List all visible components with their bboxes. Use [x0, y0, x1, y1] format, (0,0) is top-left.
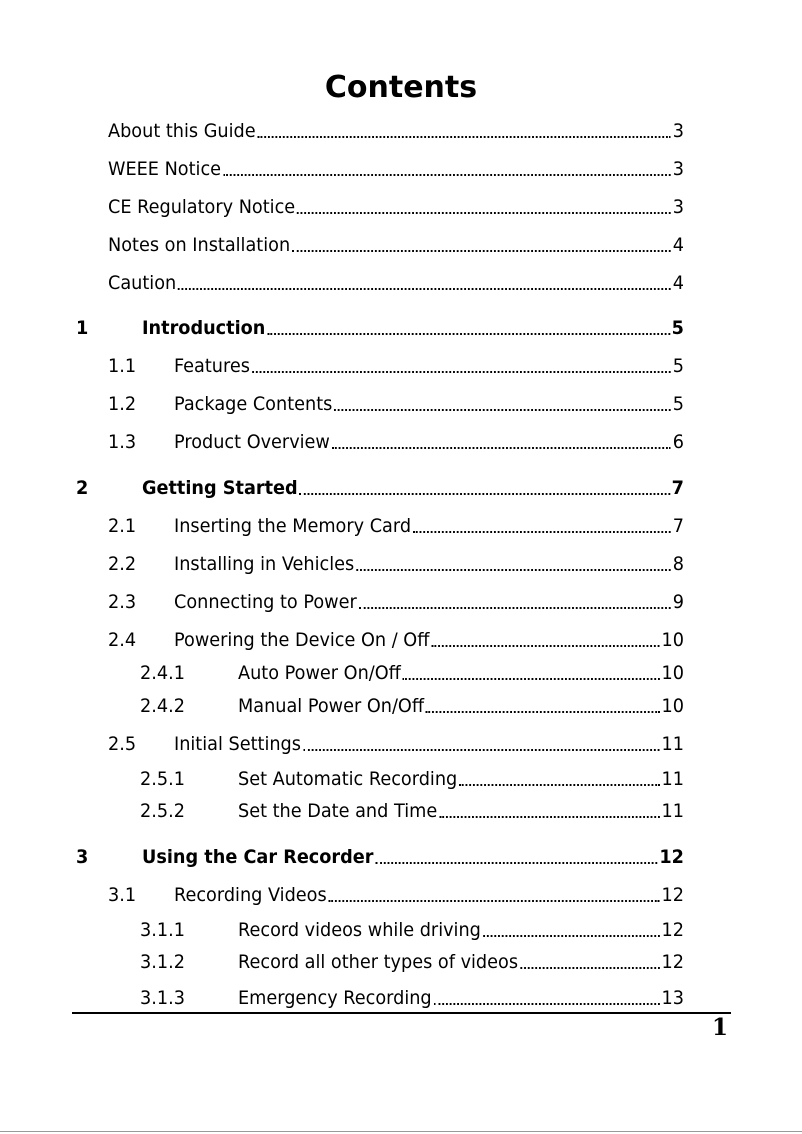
- toc-dot-leader: [434, 1003, 660, 1005]
- toc-entry[interactable]: [108, 589, 684, 615]
- toc-entry-title: Connecting to Power: [173, 591, 357, 613]
- toc-entry-title: Installing in Vehicles: [173, 553, 355, 575]
- toc-entry-title: Getting Started: [141, 477, 298, 499]
- toc-entry[interactable]: [76, 315, 684, 341]
- toc-entry-number: 2.3: [108, 591, 137, 613]
- toc-entry-page: 6: [672, 431, 684, 453]
- toc-entry-number: 3.1.3: [140, 987, 185, 1009]
- toc-entry-page: 3: [672, 120, 684, 142]
- toc-entry[interactable]: [76, 475, 684, 501]
- page-title: Contents: [324, 70, 478, 105]
- toc-entry-title: Inserting the Memory Card: [173, 515, 412, 537]
- toc-dot-leader: [520, 967, 660, 969]
- toc-entry-title: Recording Videos: [173, 884, 327, 906]
- toc-entry-page: 12: [661, 919, 684, 941]
- toc-dot-leader: [329, 900, 660, 902]
- toc-entry-page: 5: [672, 355, 684, 377]
- toc-entry-title: Set the Date and Time: [237, 800, 438, 822]
- toc-entry[interactable]: [108, 429, 684, 455]
- toc-entry[interactable]: [140, 660, 684, 686]
- toc-entry-page: 4: [672, 272, 684, 294]
- toc-dot-leader: [426, 711, 660, 713]
- footer-rule: [72, 1012, 731, 1014]
- toc-entry-page: 3: [672, 196, 684, 218]
- toc-entry[interactable]: [108, 194, 684, 220]
- toc-entry-page: 7: [672, 515, 684, 537]
- toc-dot-leader: [483, 935, 660, 937]
- toc-entry-number: 3.1: [108, 884, 137, 906]
- toc-entry[interactable]: [108, 627, 684, 653]
- toc-entry-number: 3.1.2: [140, 951, 185, 973]
- page-number: 1: [711, 1014, 728, 1041]
- toc-entry[interactable]: [140, 693, 684, 719]
- toc-entry[interactable]: [108, 270, 684, 296]
- toc-entry-title: CE Regulatory Notice: [108, 196, 296, 218]
- toc-entry-number: 2.5: [108, 733, 137, 755]
- toc-entry-number: 2.2: [108, 553, 137, 575]
- toc-entry[interactable]: [140, 917, 684, 943]
- toc-entry-title: Initial Settings: [173, 733, 301, 755]
- toc-entry[interactable]: [140, 798, 684, 824]
- toc-entry-number: 2.1: [108, 515, 137, 537]
- toc-entry-page: 8: [672, 553, 684, 575]
- toc-dot-leader: [332, 447, 671, 449]
- toc-entry-title: Introduction: [141, 317, 266, 339]
- toc-dot-leader: [178, 288, 671, 290]
- toc-entry-title: About this Guide: [108, 120, 256, 142]
- toc-entry-number: 1.2: [108, 393, 137, 415]
- toc-entry-title: Caution: [108, 272, 177, 294]
- toc-entry[interactable]: [140, 766, 684, 792]
- toc-entry[interactable]: [108, 513, 684, 539]
- toc-entry-title: Package Contents: [173, 393, 333, 415]
- toc-entry-page: 5: [672, 393, 684, 415]
- toc-dot-leader: [292, 250, 671, 252]
- toc-entry-title: Record videos while driving: [237, 919, 481, 941]
- toc-entry-page: 12: [661, 884, 684, 906]
- toc-entry-number: 2.5.1: [140, 768, 185, 790]
- toc-entry-page: 12: [659, 846, 684, 868]
- toc-entry-number: 1: [76, 317, 89, 339]
- toc-entry-title: Using the Car Recorder: [141, 846, 374, 868]
- toc-dot-leader: [403, 678, 660, 680]
- toc-entry[interactable]: [108, 882, 684, 908]
- toc-entry-title: Auto Power On/Off: [237, 662, 401, 684]
- toc-entry[interactable]: [108, 232, 684, 258]
- toc-dot-leader: [267, 333, 670, 335]
- toc-entry-title: Set Automatic Recording: [237, 768, 458, 790]
- toc-entry-page: 5: [671, 317, 684, 339]
- toc-entry-page: 11: [661, 768, 684, 790]
- toc-entry[interactable]: [108, 118, 684, 144]
- toc-entry-number: 2.4.2: [140, 695, 185, 717]
- toc-entry-page: 11: [661, 800, 684, 822]
- toc-entry-title: Notes on Installation: [108, 234, 291, 256]
- toc-entry-title: Powering the Device On / Off: [173, 629, 430, 651]
- toc-entry-page: 3: [672, 158, 684, 180]
- toc-dot-leader: [297, 212, 671, 214]
- toc-entry-title: Record all other types of videos: [237, 951, 519, 973]
- toc-dot-leader: [334, 409, 671, 411]
- toc-dot-leader: [303, 749, 660, 751]
- toc-entry-number: 3: [76, 846, 89, 868]
- toc-entry-number: 2.4: [108, 629, 137, 651]
- toc-entry[interactable]: [108, 551, 684, 577]
- toc-entry[interactable]: [108, 353, 684, 379]
- toc-entry-number: 3.1.1: [140, 919, 185, 941]
- toc-entry-title: WEEE Notice: [108, 158, 222, 180]
- toc-entry[interactable]: [76, 844, 684, 870]
- toc-entry[interactable]: [140, 949, 684, 975]
- toc-entry-number: 2.5.2: [140, 800, 185, 822]
- toc-entry-number: 2: [76, 477, 89, 499]
- toc-entry-number: 2.4.1: [140, 662, 185, 684]
- toc-entry-title: Product Overview: [173, 431, 330, 453]
- toc-entry-page: 7: [671, 477, 684, 499]
- page-edge-line: [0, 1131, 802, 1132]
- toc-dot-leader: [359, 607, 671, 609]
- toc-entry-title: Features: [173, 355, 250, 377]
- toc-entry-page: 13: [661, 987, 684, 1009]
- toc-dot-leader: [375, 862, 657, 864]
- toc-dot-leader: [459, 784, 660, 786]
- toc-entry[interactable]: [140, 985, 684, 1011]
- toc-dot-leader: [257, 136, 670, 138]
- toc-entry[interactable]: [108, 156, 684, 182]
- toc-dot-leader: [439, 816, 660, 818]
- toc-entry-page: 11: [661, 733, 684, 755]
- toc-entry-title: Emergency Recording: [237, 987, 432, 1009]
- toc-entry-number: 1.3: [108, 431, 137, 453]
- toc-entry-page: 10: [661, 662, 684, 684]
- toc-dot-leader: [252, 371, 671, 373]
- toc-dot-leader: [223, 174, 671, 176]
- toc-entry-page: 4: [672, 234, 684, 256]
- toc-entry-page: 9: [672, 591, 684, 613]
- toc-entry-page: 12: [661, 951, 684, 973]
- toc-entry-title: Manual Power On/Off: [237, 695, 425, 717]
- toc-dot-leader: [431, 645, 659, 647]
- toc-entry-page: 10: [661, 695, 684, 717]
- toc-dot-leader: [413, 531, 671, 533]
- toc-dot-leader: [356, 569, 671, 571]
- toc-entry[interactable]: [108, 391, 684, 417]
- toc-entry-number: 1.1: [108, 355, 137, 377]
- toc-entry-page: 10: [661, 629, 684, 651]
- toc-dot-leader: [300, 493, 670, 495]
- toc-entry[interactable]: [108, 731, 684, 757]
